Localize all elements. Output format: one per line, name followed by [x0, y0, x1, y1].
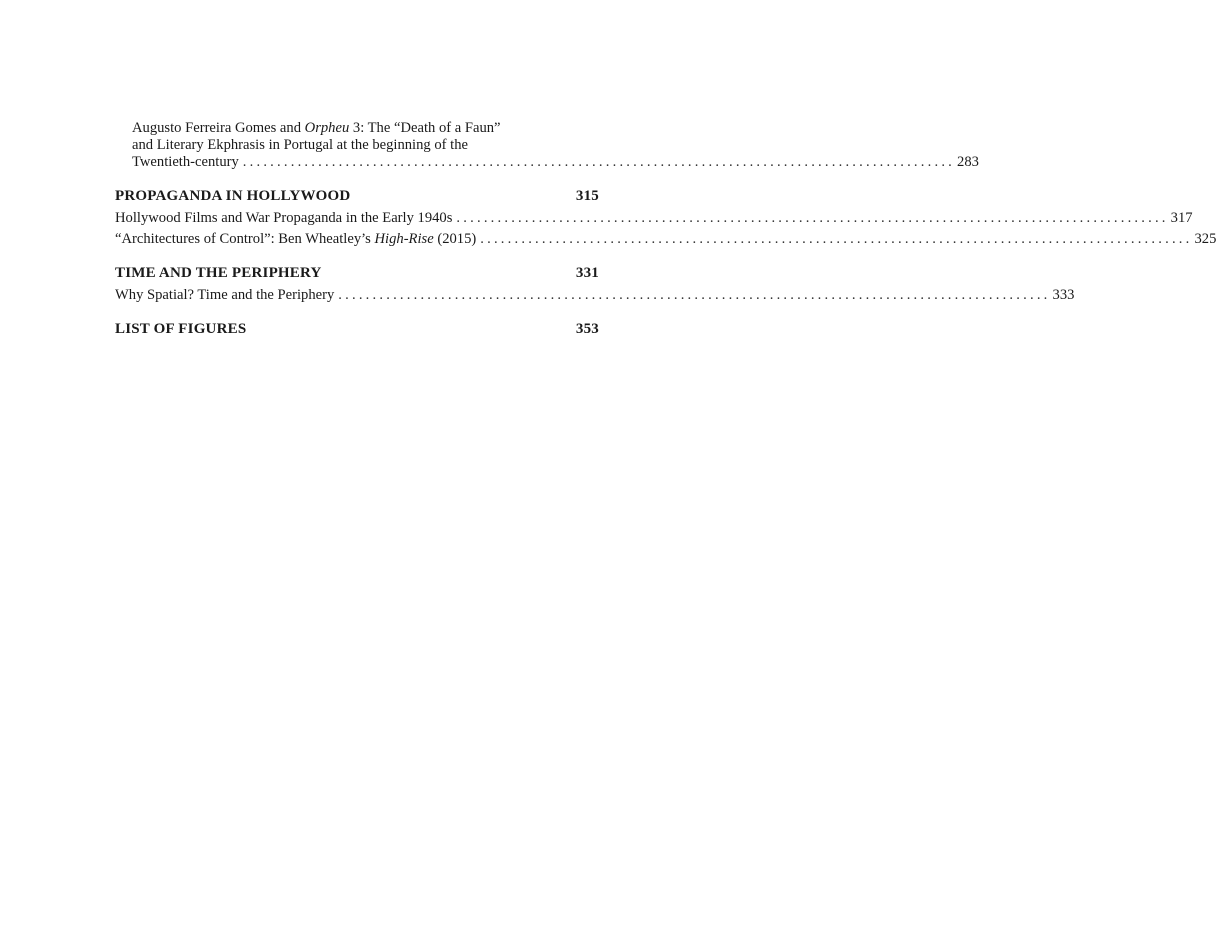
toc-entry-text: 3: The “Death of a Faun”: [349, 120, 501, 136]
toc-section-figures: [115, 321, 599, 338]
toc-entry-text: [115, 231, 476, 248]
toc-entry-why-spatial: [115, 287, 1075, 304]
toc-page-number: 317: [1170, 210, 1193, 226]
toc-entry-orpheu: [132, 120, 979, 171]
toc-page-number: 331: [575, 265, 599, 281]
toc-entry-line: [115, 210, 1193, 227]
toc-section-title: LIST OF FIGURES: [115, 321, 247, 337]
dot-leader: ........................................................................................................: [456, 210, 1169, 226]
toc-page-number: 283: [957, 154, 979, 170]
toc-page-number: 353: [575, 321, 599, 337]
toc-entry-line: [115, 231, 1216, 248]
toc-entry-hollywood-films: [115, 210, 1193, 227]
toc-entry-text: Why Spatial? Time and the Periphery: [115, 287, 335, 303]
toc-entry-line: [132, 120, 599, 137]
toc-section-propaganda: [115, 188, 599, 205]
dot-leader: ........................................................................................................: [242, 154, 956, 170]
toc-entry-architectures: [115, 231, 1216, 248]
toc-page-number: 315: [575, 188, 599, 204]
toc-entry-italic-title: Orpheu: [304, 120, 350, 136]
toc-page-number: 333: [1052, 287, 1075, 303]
toc-entry-line: [132, 154, 979, 171]
toc-entry-italic-title: High-Rise: [374, 231, 434, 247]
toc-section-title: PROPAGANDA IN HOLLYWOOD: [115, 188, 351, 204]
dot-leader: ........................................................................................................: [338, 287, 1051, 303]
toc-entry-line: [115, 287, 1075, 304]
toc-entry-line: and Literary Ekphrasis in Portugal at the beginning of the: [132, 137, 468, 153]
toc-section-title: TIME AND THE PERIPHERY: [115, 265, 322, 281]
dot-leader: ........................................................................................................: [480, 231, 1193, 247]
toc-entry-text: (2015): [433, 231, 477, 247]
toc-page-number: 325: [1194, 231, 1216, 247]
toc-section-periphery: [115, 265, 599, 282]
toc-entry-text: “Architectures of Control”: Ben Wheatley’s: [115, 231, 375, 247]
toc-entry-text: Hollywood Films and War Propaganda in the Early 1940s: [115, 210, 453, 226]
toc-entry-text: Augusto Ferreira Gomes and: [132, 120, 305, 136]
toc-entry-text: Twentieth-century: [132, 154, 239, 170]
